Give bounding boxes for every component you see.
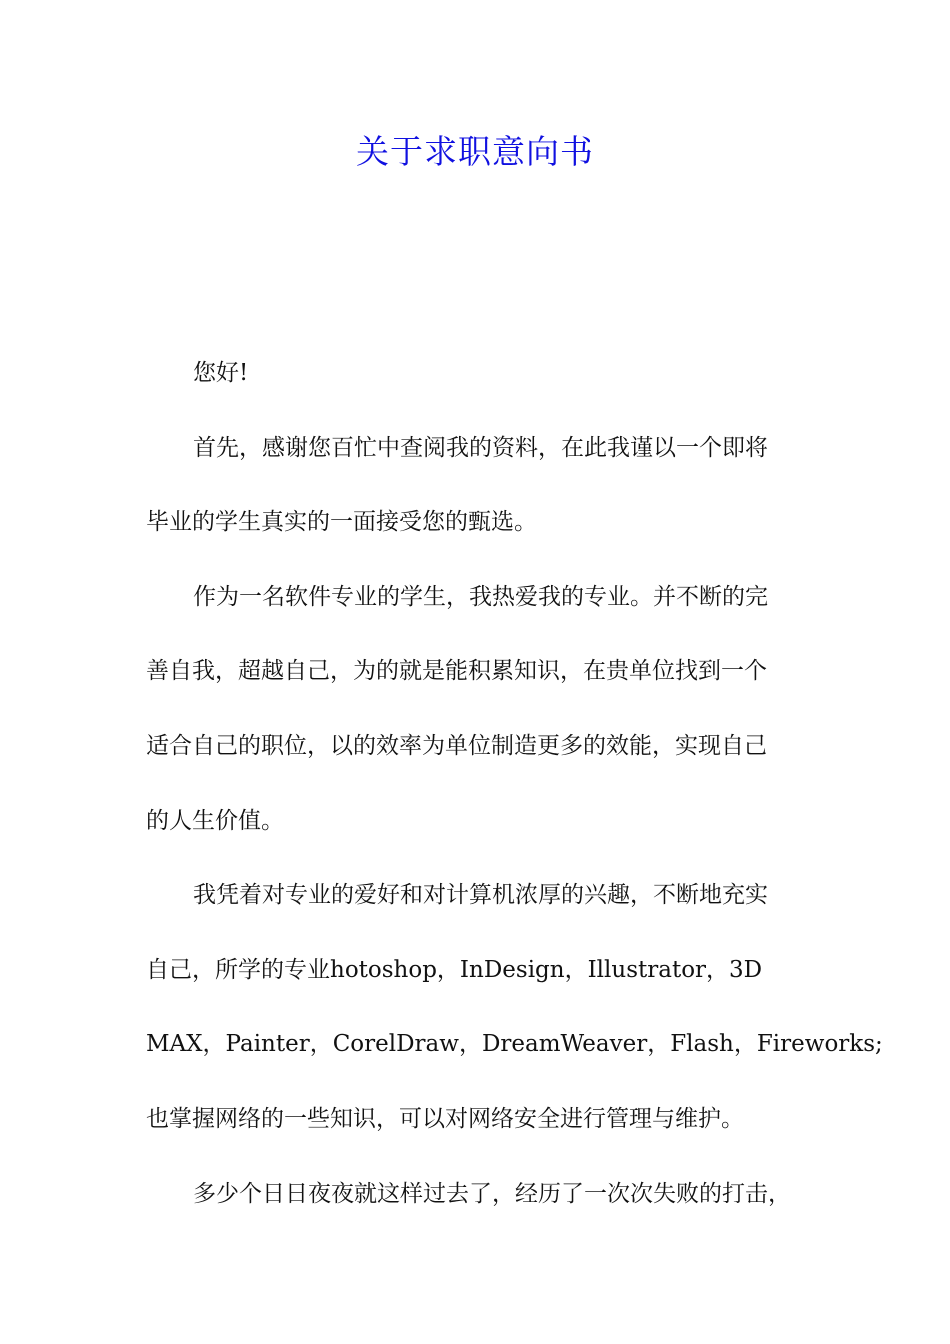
- paragraph-3-line-2: 自己，所学的专业hotoshop，InDesign，Illustrator，3D: [146, 956, 763, 983]
- paragraph-1-line-1: 首先，感谢您百忙中查阅我的资料，在此我谨以一个即将: [193, 434, 768, 461]
- paragraph-2-line-3: 适合自己的职位，以的效率为单位制造更多的效能，实现自己: [146, 732, 767, 759]
- paragraph-3-line-4: 也掌握网络的一些知识，可以对网络安全进行管理与维护。: [146, 1105, 744, 1132]
- paragraph-2-line-1: 作为一名软件专业的学生，我热爱我的专业。并不断的完: [193, 583, 768, 610]
- paragraph-4-line-1: 多少个日日夜夜就这样过去了，经历了一次次失败的打击，: [193, 1180, 791, 1207]
- paragraph-2-line-4: 的人生价值。: [146, 807, 284, 834]
- document-title: 关于求职意向书: [356, 132, 594, 171]
- greeting-line: 您好!: [193, 360, 249, 386]
- paragraph-1-line-2: 毕业的学生真实的一面接受您的甄选。: [146, 509, 537, 536]
- paragraph-3-line-1: 我凭着对专业的爱好和对计算机浓厚的兴趣，不断地充实: [193, 882, 768, 909]
- paragraph-3-line-3: MAX，Painter，CorelDraw，DreamWeaver，Flash，Fireworks;: [146, 1031, 883, 1058]
- paragraph-2-line-2: 善自我，超越自己，为的就是能积累知识，在贵单位找到一个: [146, 658, 767, 685]
- letter-body: [146, 336, 883, 1231]
